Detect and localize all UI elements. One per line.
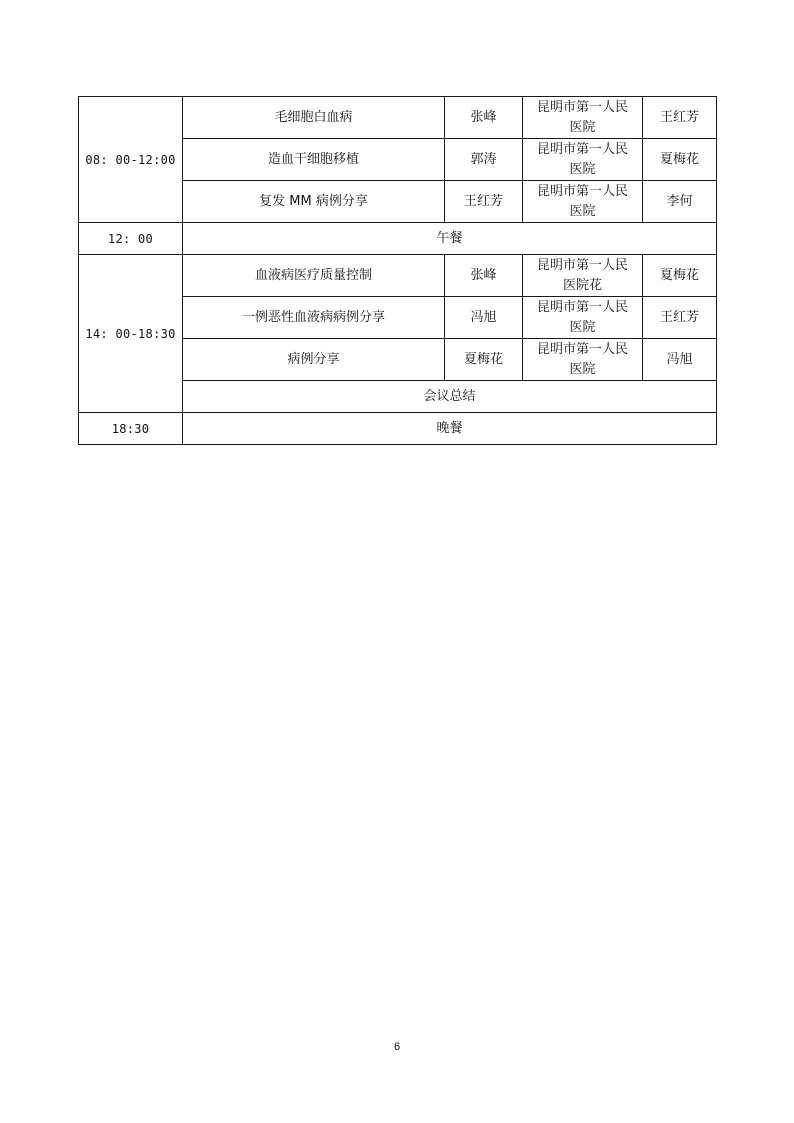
institution-cell	[523, 97, 643, 139]
page-number: 6	[393, 1041, 401, 1053]
moderator-cell: 冯旭	[643, 339, 717, 381]
moderator-cell: 夏梅花	[643, 255, 717, 297]
table-row	[79, 223, 717, 255]
institution-cell	[523, 339, 643, 381]
speaker-cell: 夏梅花	[445, 339, 523, 381]
institution-cell	[523, 297, 643, 339]
moderator-cell: 夏梅花	[643, 139, 717, 181]
dinner-label: 晚餐	[183, 413, 717, 445]
schedule-table	[78, 96, 717, 445]
table-row	[79, 97, 717, 139]
summary-label: 会议总结	[183, 381, 717, 413]
moderator-cell: 王红芳	[643, 297, 717, 339]
institution-line: 昆明市第一人民	[536, 141, 628, 157]
session-time: 14: 00-18:30	[79, 255, 183, 413]
institution-line: 医院	[569, 319, 596, 335]
topic-cell: 血液病医疗质量控制	[183, 255, 445, 297]
table-row	[79, 255, 717, 297]
institution-line: 昆明市第一人民	[536, 183, 628, 199]
institution-line: 昆明市第一人民	[536, 99, 628, 115]
speaker-cell: 张峰	[445, 255, 523, 297]
speaker-cell: 冯旭	[445, 297, 523, 339]
lunch-time: 12: 00	[79, 223, 183, 255]
institution-line: 昆明市第一人民	[536, 299, 628, 315]
topic-cell: 一例恶性血液病病例分享	[183, 297, 445, 339]
topic-cell: 造血干细胞移植	[183, 139, 445, 181]
speaker-cell: 王红芳	[445, 181, 523, 223]
table-row	[79, 413, 717, 445]
topic-cell: 毛细胞白血病	[183, 97, 445, 139]
institution-line: 医院花	[562, 277, 602, 293]
institution-line: 昆明市第一人民	[536, 257, 628, 273]
speaker-cell: 张峰	[445, 97, 523, 139]
moderator-cell: 李何	[643, 181, 717, 223]
institution-line: 医院	[569, 119, 596, 135]
institution-cell	[523, 255, 643, 297]
institution-line: 医院	[569, 203, 596, 219]
moderator-cell: 王红芳	[643, 97, 717, 139]
institution-line: 医院	[569, 161, 596, 177]
institution-line: 昆明市第一人民	[536, 341, 628, 357]
topic-cell: 病例分享	[183, 339, 445, 381]
topic-cell: 复发 MM 病例分享	[183, 181, 445, 223]
institution-cell	[523, 181, 643, 223]
institution-line: 医院	[569, 361, 596, 377]
lunch-label: 午餐	[183, 223, 717, 255]
institution-cell	[523, 139, 643, 181]
session-time: 08: 00-12:00	[79, 97, 183, 223]
dinner-time: 18:30	[79, 413, 183, 445]
speaker-cell: 郭涛	[445, 139, 523, 181]
